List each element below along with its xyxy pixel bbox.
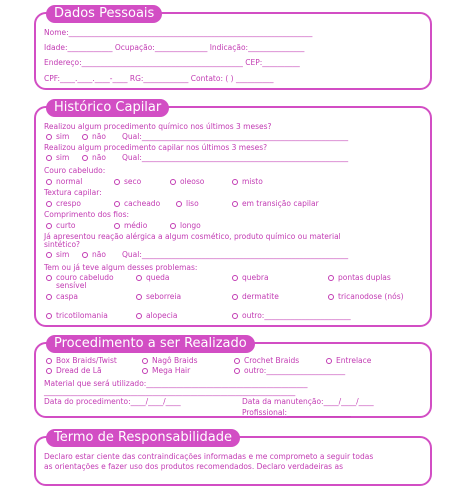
material-field[interactable]: Material que será utilizado:___________________________________________ xyxy=(44,379,308,388)
couro-oleoso-option[interactable]: oleoso xyxy=(170,177,204,186)
termo-text-line1: Declaro estar ciente das contraindicações informadas e me comprometo a seguir todas xyxy=(44,452,374,461)
checkbox-icon xyxy=(136,313,142,319)
checkbox-icon xyxy=(46,358,52,364)
q1-qual-field[interactable]: Qual:_______________________________________________________ xyxy=(122,132,349,141)
prob-tricotilomania-option[interactable]: tricotilomania xyxy=(46,311,108,320)
data-manutencao-field[interactable]: Data da manutenção:____/____/____ xyxy=(242,397,374,406)
couro-seco-option[interactable]: seco xyxy=(114,177,141,186)
radio-icon xyxy=(170,179,176,185)
checkbox-icon xyxy=(136,275,142,281)
checkbox-icon xyxy=(234,368,240,374)
prob-seborreia-option[interactable]: seborreia xyxy=(136,292,181,301)
checkbox-icon xyxy=(234,358,240,364)
historico-capilar-section xyxy=(34,100,432,327)
comprimento-longo-option[interactable]: longo xyxy=(170,221,201,230)
textura-transicao-option[interactable]: em transição capilar xyxy=(232,199,319,208)
alergia-question: Já apresentou reação alérgica a algum cosmético, produto químico ou material xyxy=(44,232,341,241)
radio-icon xyxy=(82,134,88,140)
proc-outro-field[interactable]: outro:_____________________ xyxy=(234,366,345,375)
q2-nao-option[interactable]: não xyxy=(82,153,106,162)
proc-mega-hair-option[interactable]: Mega Hair xyxy=(142,366,190,375)
termo-title: Termo de Responsabilidade xyxy=(46,429,240,447)
alergia-sim-option[interactable]: sim xyxy=(46,250,69,259)
comprimento-label: Comprimento dos fios: xyxy=(44,210,130,219)
prob-dermatite-option[interactable]: dermatite xyxy=(232,292,279,301)
textura-cacheado-option[interactable]: cacheado xyxy=(114,199,160,208)
alergia-qual-field[interactable]: Qual:_______________________________________________________ xyxy=(122,250,349,259)
radio-icon xyxy=(114,179,120,185)
checkbox-icon xyxy=(46,368,52,374)
checkbox-icon xyxy=(326,358,332,364)
couro-misto-option[interactable]: misto xyxy=(232,177,263,186)
checkbox-icon xyxy=(328,275,334,281)
dados-pessoais-section xyxy=(34,6,432,90)
checkbox-icon xyxy=(328,294,334,300)
proc-crochet-option[interactable]: Crochet Braids xyxy=(234,356,299,365)
comprimento-curto-option[interactable]: curto xyxy=(46,221,76,230)
couro-label: Couro cabeludo: xyxy=(44,166,106,175)
prob-pontas-duplas-option[interactable]: pontas duplas xyxy=(328,273,391,282)
checkbox-icon xyxy=(46,313,52,319)
prob-alopecia-option[interactable]: alopecia xyxy=(136,311,177,320)
radio-icon xyxy=(82,252,88,258)
checkbox-icon xyxy=(232,294,238,300)
radio-icon xyxy=(46,179,52,185)
dados-pessoais-title: Dados Pessoais xyxy=(46,5,162,23)
checkbox-icon xyxy=(142,368,148,374)
radio-icon xyxy=(82,155,88,161)
checkbox-icon xyxy=(46,294,52,300)
proc-box-braids-option[interactable]: Box Braids/Twist xyxy=(46,356,117,365)
alergia-question-cont: sintético? xyxy=(44,240,81,249)
historico-capilar-title: Histórico Capilar xyxy=(46,99,169,117)
radio-icon xyxy=(46,223,52,229)
checkbox-icon xyxy=(232,313,238,319)
radio-icon xyxy=(232,179,238,185)
textura-crespo-option[interactable]: crespo xyxy=(46,199,81,208)
couro-normal-option[interactable]: normal xyxy=(46,177,82,186)
prob-couro-sensivel-cont: sensível xyxy=(56,281,87,290)
q1-question: Realizou algum procedimento químico nos últimos 3 meses? xyxy=(44,122,272,131)
prob-tricanodose-option[interactable]: tricanodose (nós) xyxy=(328,292,404,301)
checkbox-icon xyxy=(232,275,238,281)
q2-qual-field[interactable]: Qual:_______________________________________________________ xyxy=(122,153,349,162)
prob-queda-option[interactable]: queda xyxy=(136,273,170,282)
proc-dread-option[interactable]: Dread de Lã xyxy=(46,366,102,375)
checkbox-icon xyxy=(46,275,52,281)
nome-field[interactable]: Nome:_________________________________________________________________ xyxy=(44,28,313,37)
radio-icon xyxy=(170,223,176,229)
checkbox-icon xyxy=(142,358,148,364)
textura-label: Textura capilar: xyxy=(44,188,102,197)
material-field-line2[interactable]: ___________________________________________________________________ xyxy=(44,387,296,396)
profissional-field[interactable]: Profissional:_________________ xyxy=(242,408,351,417)
endereco-cep-field[interactable]: Endereço:___________________________________________ CEP:__________ xyxy=(44,58,300,67)
radio-icon xyxy=(114,201,120,207)
textura-liso-option[interactable]: liso xyxy=(176,199,199,208)
q2-question: Realizou algum procedimento capilar nos últimos 3 meses? xyxy=(44,143,268,152)
prob-couro-sensivel-option[interactable]: couro cabeludo xyxy=(46,273,114,282)
problemas-label: Tem ou já teve algum desses problemas: xyxy=(44,263,198,272)
termo-section xyxy=(34,430,432,486)
procedimento-section xyxy=(34,336,432,418)
radio-icon xyxy=(46,134,52,140)
proc-entrelace-option[interactable]: Entrelace xyxy=(326,356,371,365)
radio-icon xyxy=(232,201,238,207)
prob-outro-field[interactable]: outro:_______________________ xyxy=(232,311,351,320)
comprimento-medio-option[interactable]: médio xyxy=(114,221,147,230)
radio-icon xyxy=(46,252,52,258)
prob-caspa-option[interactable]: caspa xyxy=(46,292,78,301)
radio-icon xyxy=(176,201,182,207)
radio-icon xyxy=(46,201,52,207)
idade-ocupacao-indicacao-field[interactable]: Idade:____________ Ocupação:______________ Indicação:_______________ xyxy=(44,43,305,52)
procedimento-title: Procedimento a ser Realizado xyxy=(46,335,255,353)
prob-quebra-option[interactable]: quebra xyxy=(232,273,269,282)
checkbox-icon xyxy=(136,294,142,300)
proc-nago-option[interactable]: Nagô Braids xyxy=(142,356,198,365)
termo-text-line2: as orientações e fazer uso dos produtos recomendados. Declaro verdadeiras as xyxy=(44,462,343,471)
radio-icon xyxy=(114,223,120,229)
q2-sim-option[interactable]: sim xyxy=(46,153,69,162)
alergia-nao-option[interactable]: não xyxy=(82,250,106,259)
radio-icon xyxy=(46,155,52,161)
data-procedimento-field[interactable]: Data do procedimento:____/____/____ xyxy=(44,397,181,406)
q1-sim-option[interactable]: sim xyxy=(46,132,69,141)
q1-nao-option[interactable]: não xyxy=(82,132,106,141)
cpf-rg-contato-field[interactable]: CPF:____.____.____-____ RG:____________ Contato: ( ) __________ xyxy=(44,74,274,83)
